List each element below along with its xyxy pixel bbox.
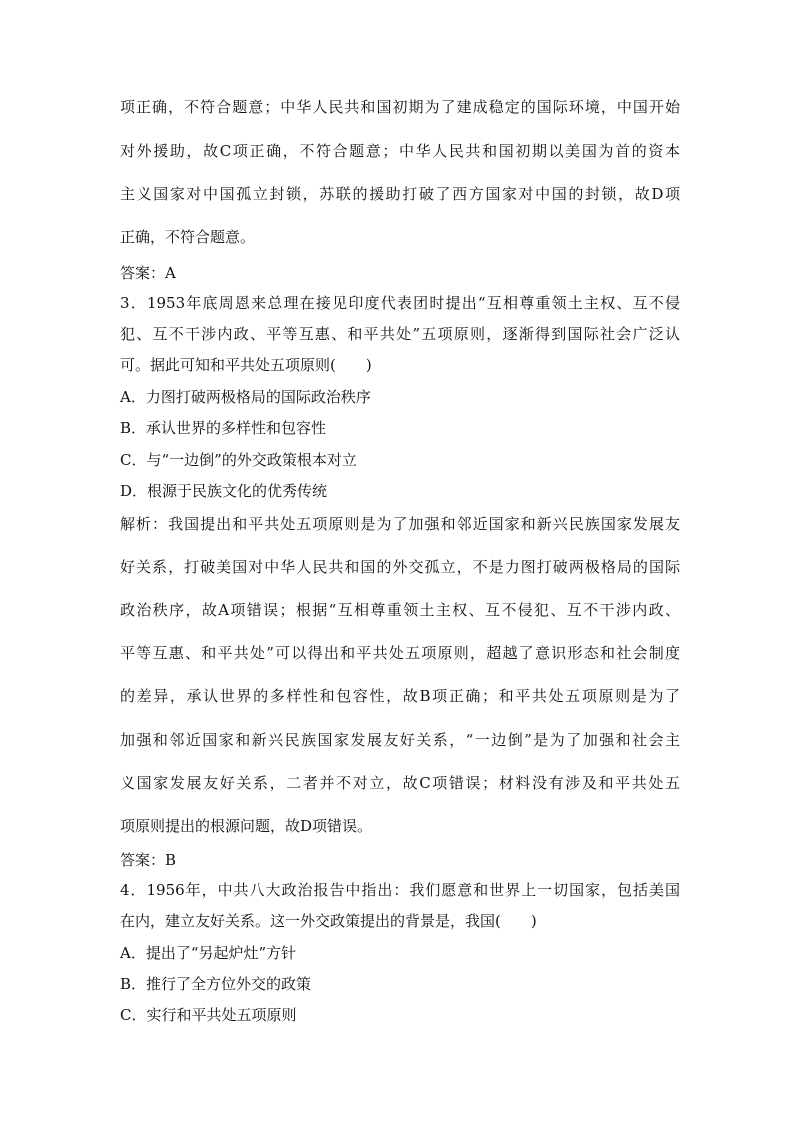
- answer-2: 答案：A: [120, 264, 176, 282]
- question-4-stem-line: 4．1956年，中共八大政治报告中指出：我们愿意和世界上一切国家，包括美国: [120, 881, 680, 899]
- question-3-explanation-line: 好关系，打破美国对中华人民共和国的外交孤立，不是力图打破两极格局的国际: [120, 558, 680, 576]
- question-3-explanation-line: 平等互惠、和平共处”可以得出和平共处五项原则，超越了意识形态和社会制度: [120, 644, 680, 662]
- question-4-option-c: C．实行和平共处五项原则: [120, 1006, 297, 1024]
- question-3-stem-line: 可。据此可知和平共处五项原则( ): [120, 356, 372, 374]
- question-3-stem-line: 犯、互不干涉内政、平等互惠、和平共处”五项原则，逐渐得到国际社会广泛认: [120, 325, 680, 343]
- question-3-option-c: C．与“一边倒”的外交政策根本对立: [120, 451, 357, 469]
- explanation-line: 正确，不符合题意。: [120, 228, 256, 246]
- question-3-explanation-line: 项原则提出的根源问题，故D项错误。: [120, 817, 373, 835]
- answer-3: 答案：B: [120, 851, 177, 869]
- question-4-option-a: A．提出了“另起炉灶”方针: [120, 944, 297, 962]
- explanation-line: 主义国家对中国孤立封锁，苏联的援助打破了西方国家对中国的封锁，故D项: [120, 185, 680, 203]
- explanation-line: 对外援助，故C项正确，不符合题意；中华人民共和国初期以美国为首的资本: [120, 142, 680, 160]
- question-3-stem-line: 3．1953年底周恩来总理在接见印度代表团时提出“互相尊重领土主权、互不侵: [120, 294, 680, 312]
- question-3-option-b: B．承认世界的多样性和包容性: [120, 419, 327, 437]
- question-3-explanation-line: 义国家发展友好关系，二者并不对立，故C项错误；材料没有涉及和平共处五: [120, 774, 680, 792]
- question-3-option-d: D．根源于民族文化的优秀传统: [120, 482, 328, 500]
- question-4-option-b: B．推行了全方位外交的政策: [120, 975, 312, 993]
- explanation-line: 项正确，不符合题意；中华人民共和国初期为了建成稳定的国际环境，中国开始: [120, 98, 680, 116]
- question-3-explanation-line: 的差异，承认世界的多样性和包容性，故B项正确；和平共处五项原则是为了: [120, 687, 680, 705]
- question-3-explanation-line: 加强和邻近国家和新兴民族国家发展友好关系，“一边倒”是为了加强和社会主: [120, 731, 680, 749]
- question-3-explanation-line: 政治秩序，故A项错误；根据“互相尊重领土主权、互不侵犯、互不干涉内政、: [120, 601, 680, 619]
- question-4-stem-line: 在内，建立友好关系。这一外交政策提出的背景是，我国( ): [120, 912, 537, 930]
- question-3-option-a: A．力图打破两极格局的国际政治秩序: [120, 388, 371, 406]
- question-3-explanation-line: 解析：我国提出和平共处五项原则是为了加强和邻近国家和新兴民族国家发展友: [120, 515, 680, 533]
